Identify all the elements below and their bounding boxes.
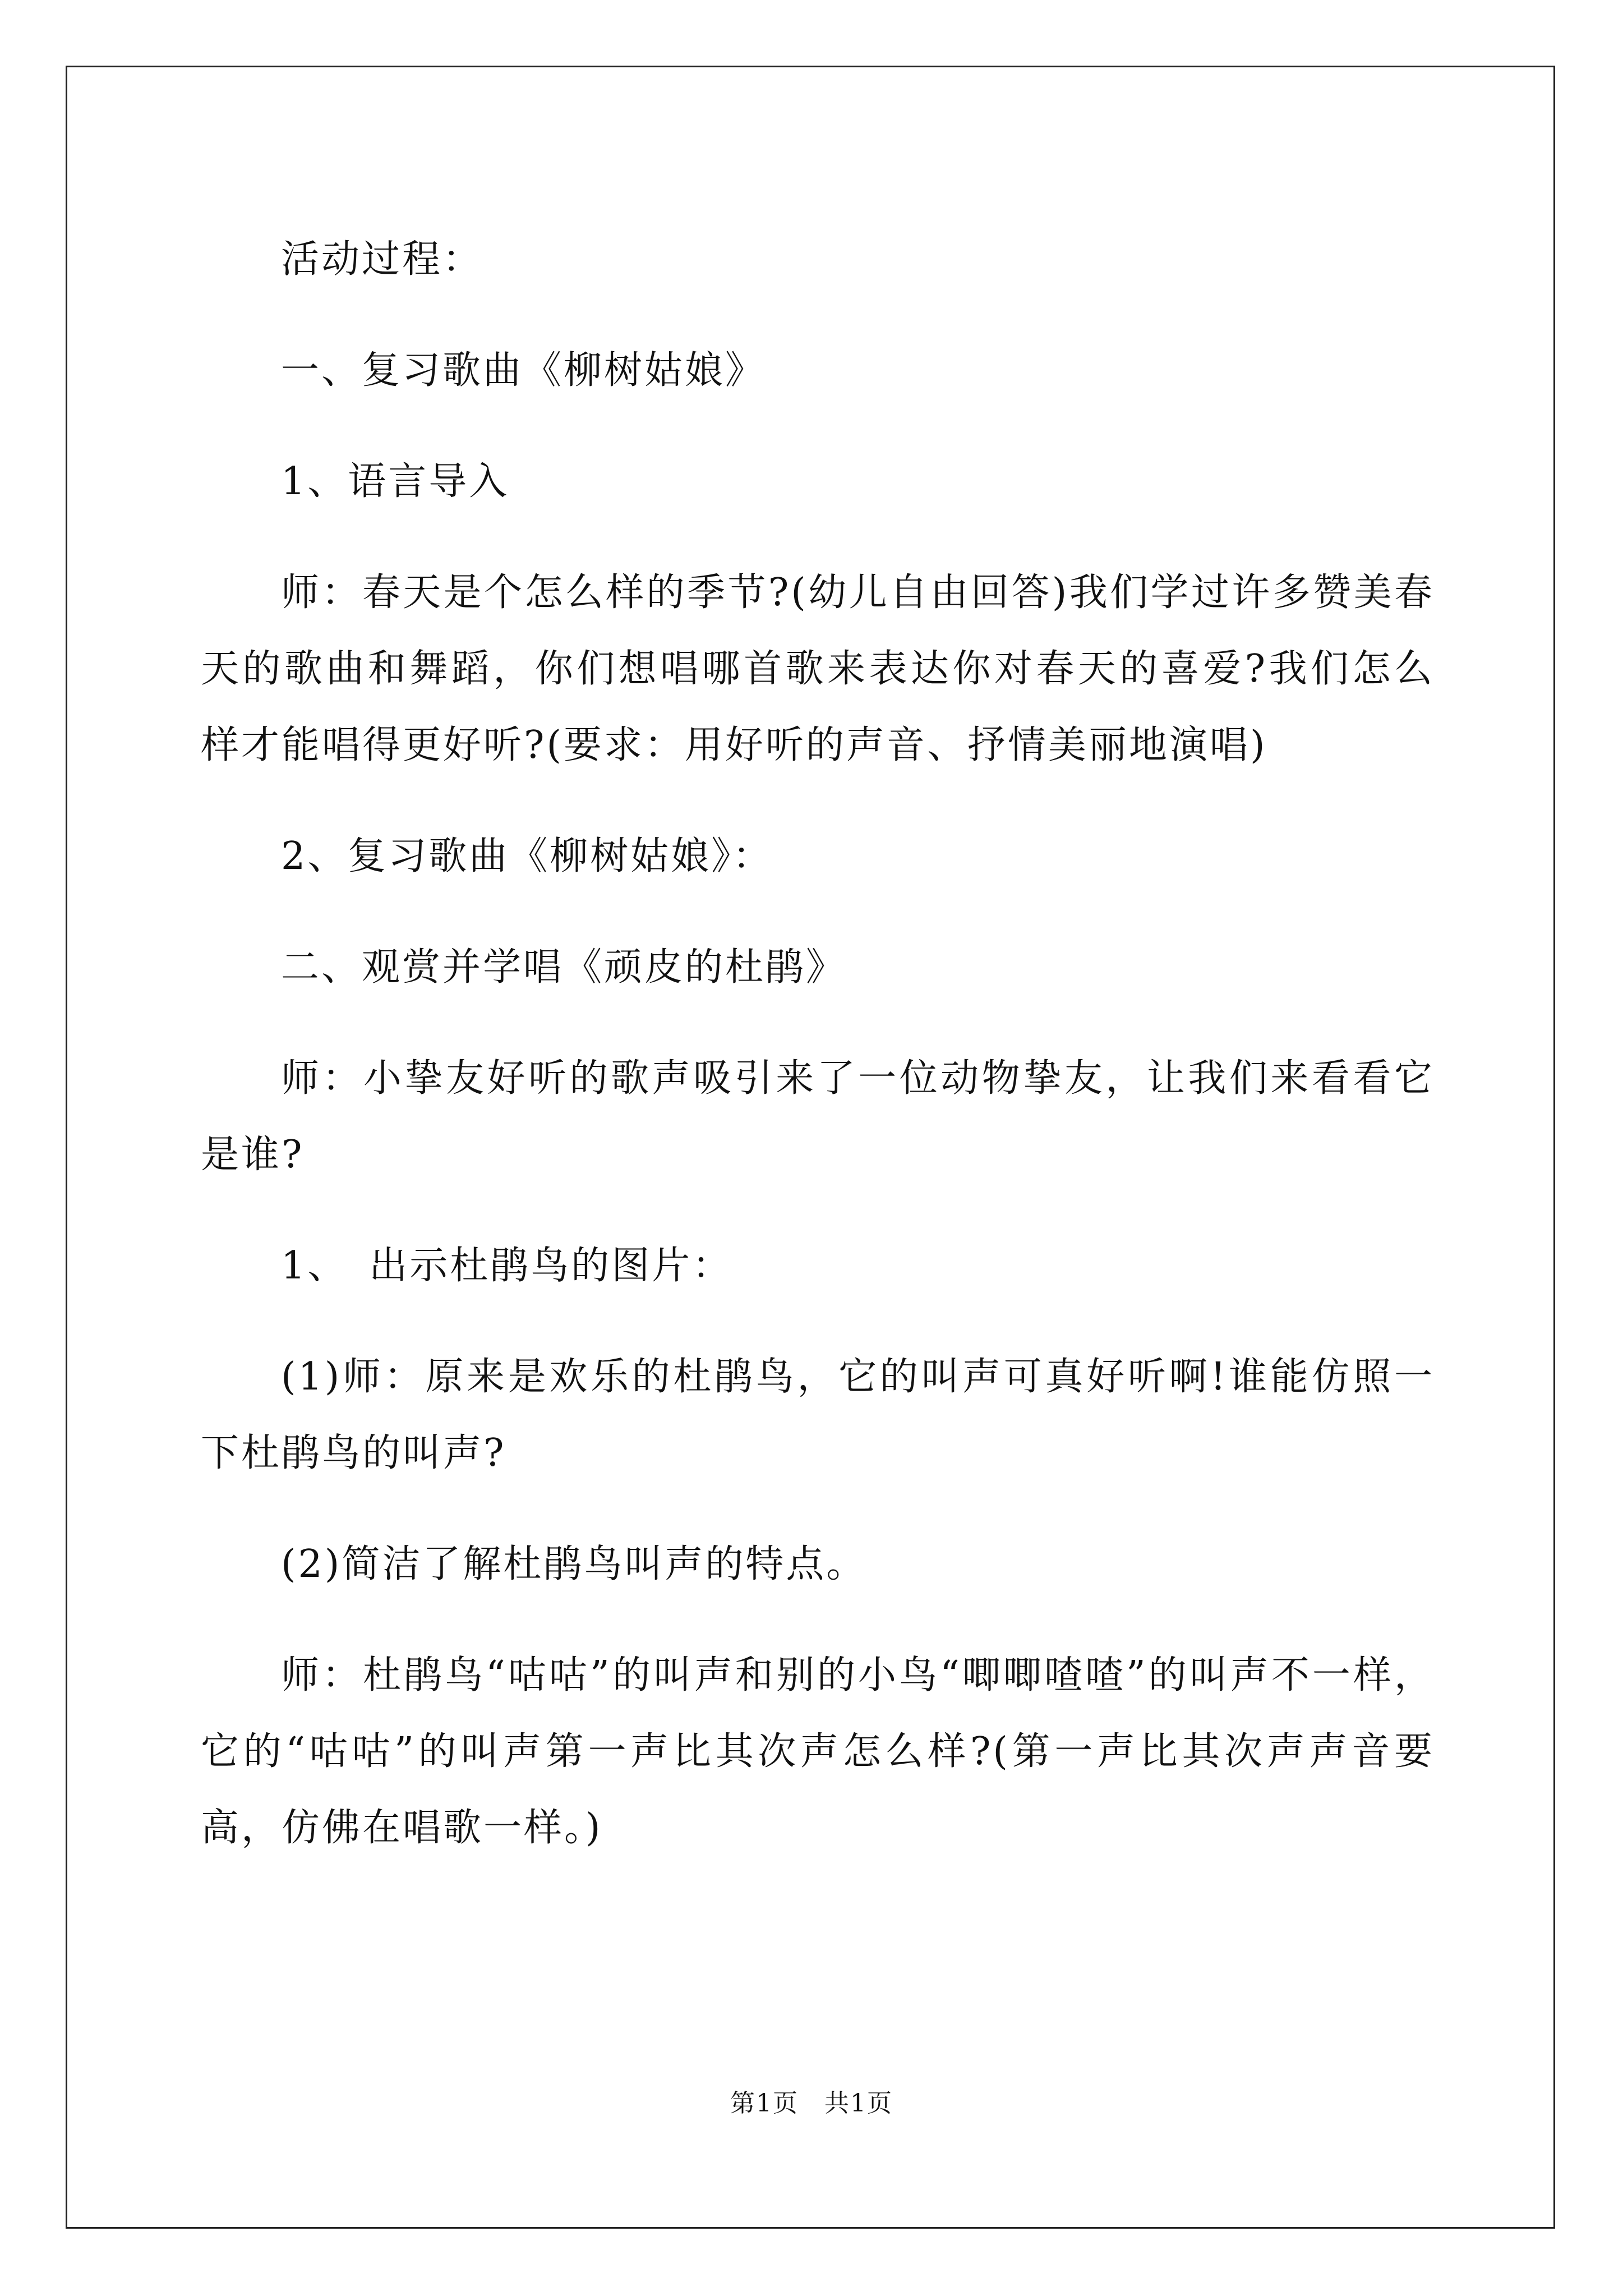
page-footer: 第1页 共1页 (730, 2089, 893, 2118)
subheading-review-song: 2、复习歌曲《柳树姑娘》： (281, 834, 773, 878)
paragraph-activity-process: 活动过程： (281, 237, 483, 282)
paragraph-teacher-friend: 师：小挚友好听的歌声吸引来了一位动物挚友，让我们来看看它是谁? (201, 1056, 1435, 1177)
document-body (201, 222, 1435, 1901)
paragraph-teacher-spring: 师：春天是个怎么样的季节?(幼儿自由回答)我们学过许多赞美春天的歌曲和舞蹈，你们想唱哪首歌来表达你对春天的喜爱?我们怎么样才能唱得更好听?(要求：用好听的声音、抒情美丽地演唱) (201, 570, 1435, 767)
paragraph-imitate-cuckoo: (1)师：原来是欢乐的杜鹃鸟，它的叫声可真好听啊!谁能仿照一下杜鹃鸟的叫声? (201, 1355, 1435, 1475)
subheading-show-picture: 1、 出示杜鹃鸟的图片： (281, 1244, 733, 1288)
subheading-language-intro: 1、语言导入 (281, 459, 510, 504)
paragraph-cuckoo-features: (2)简洁了解杜鹃鸟叫声的特点。 (281, 1542, 867, 1586)
heading-review-song: 一、复习歌曲《柳树姑娘》 (281, 348, 766, 393)
heading-learn-song: 二、观赏并学唱《顽皮的杜鹃》 (281, 945, 847, 990)
paragraph-teacher-cuckoo-call: 师：杜鹃鸟“咕咕”的叫声和别的小鸟“唧唧喳喳”的叫声不一样，它的“咕咕”的叫声第一声比其次声怎么样?(第一声比其次声声音要高，仿佛在唱歌一样。) (201, 1653, 1435, 1850)
